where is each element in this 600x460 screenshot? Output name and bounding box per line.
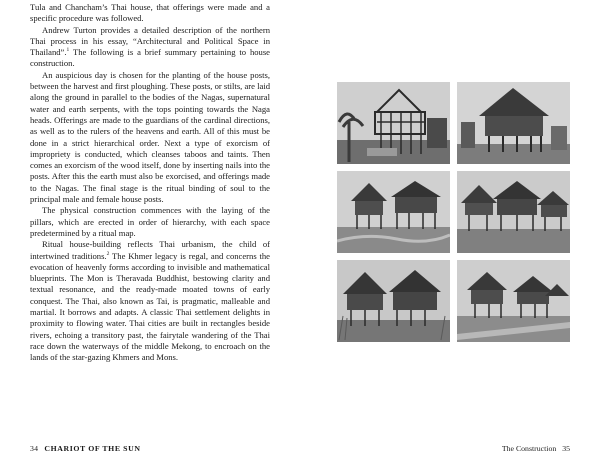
photo-walkway-image — [457, 260, 570, 342]
left-page-number: 34 — [30, 444, 39, 453]
photo-twin-houses — [337, 260, 450, 342]
photo-twin-houses-image — [337, 260, 450, 342]
right-footer — [502, 444, 570, 453]
photo-house-frame-image — [337, 82, 450, 164]
right-page-number: 35 — [562, 444, 570, 453]
photo-cluster-right-image — [457, 171, 570, 253]
paragraph-4: The physical construction commences with the laying of the pillars, which are erected in order of hierarchy, with each space predetermined by a ritual map. — [30, 205, 270, 238]
photo-houses-walkway — [457, 260, 570, 342]
paragraph-3: An auspicious day is chosen for the planting of the house posts, between the harvest and first ploughing. These posts, or stilts, are laid along the ground in parallel to the bodies of the Nagas, supernatural water and earth serpents, with the tops pointing towards the Naga heads. Offerings are made to the guardians of the cardinal directions, as well as to the rulers of the heavens and earth. All of this must be done in a strict hierarchical order. Next a type of exorcism of impropriety is conducted, which cleanses taboos and taints. Then comes an exorcism of the wood itself, done by inserting nails into the posts. After this the earth must also be exorcised, and offerings made to the Nagas. The final stage is the ritual binding of soul to the principal male and female house posts. — [30, 69, 270, 205]
photo-house-cluster-right — [457, 171, 570, 253]
photo-cluster-left-image — [337, 171, 450, 253]
paragraph-2: Andrew Turton provides a detailed description of the northern Thai process in his essay, “Architectural and Political Space in Thailand”.$^1$ The following is a brief summary pertaining to house construction. — [30, 24, 270, 69]
left-page-text — [30, 2, 270, 422]
footnote-marker-2: 2 — [106, 250, 110, 257]
photo-house-cluster-left — [337, 171, 450, 253]
right-running-title: The Construction — [501, 444, 557, 453]
paragraph-1: Tula and Chancham’s Thai house, that offerings were made and a specific procedure was followed. — [30, 2, 270, 24]
left-footer — [30, 444, 141, 453]
photo-grid — [337, 82, 570, 342]
paragraph-5: Ritual house-building reflects Thai urbanism, the child of intertwined traditions.$^2$ The Khmer legacy is regal, and concerns the evocation of heavenly forms according to invisible and mathematical blueprints. The Mon is Theravada Buddhist, bestowing clarity and textual resonance, and the ready-made moated towns of early conquest. The Thai, also known as Tai, is pragmatic, malleable and martial. It borrows and adapts. A classic Thai settlement delights in proximity to flowing water. Thai cities are built in rectangles beside rivers, echoing a transitory past, the fairytale wandering of the Thai race down the waterways of the middle Mekong, to encroach on the lands of the star-gazing Khmers and Mons. — [30, 239, 270, 363]
photo-house-frame-construction — [337, 82, 450, 164]
right-page — [300, 0, 600, 460]
photo-finished-house-image — [457, 82, 570, 164]
left-running-title: CHARIOT OF THE SUN — [44, 444, 141, 453]
footnote-marker-1: 1 — [66, 47, 70, 54]
photo-finished-stilt-house — [457, 82, 570, 164]
